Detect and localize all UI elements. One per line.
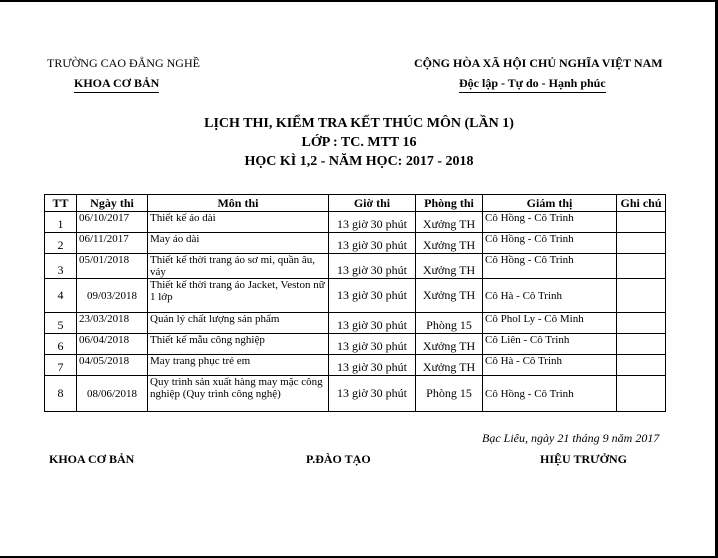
exam-room: Xưởng TH <box>416 212 483 233</box>
table-row <box>45 212 666 233</box>
signature-training-office: P.ĐÀO TẠO <box>306 452 371 466</box>
row-number: 2 <box>45 233 77 254</box>
exam-proctor: Cô Hồng - Cô Trinh <box>483 376 617 412</box>
class-label: LỚP : TC. MTT 16 <box>301 135 417 150</box>
exam-date: 04/05/2018 <box>77 355 148 376</box>
column-header: Ngày thi <box>77 195 148 212</box>
exam-note <box>617 355 666 376</box>
table-header-row <box>45 195 666 212</box>
column-header: TT <box>45 195 77 212</box>
exam-room: Xưởng TH <box>416 254 483 279</box>
exam-proctor: Cô Hồng - Cô Trinh <box>483 233 617 254</box>
exam-proctor: Cô Hồng - Cô Trinh <box>483 254 617 279</box>
page-top-border <box>0 0 718 2</box>
exam-room: Phòng 15 <box>416 376 483 412</box>
exam-room: Xưởng TH <box>416 355 483 376</box>
column-header: Giám thị <box>483 195 617 212</box>
exam-subject: May trang phục trẻ em <box>148 355 329 376</box>
exam-date: 05/01/2018 <box>77 254 148 279</box>
exam-subject: Thiết kế mẫu công nghiệp <box>148 334 329 355</box>
table-row <box>45 254 666 279</box>
table-row <box>45 313 666 334</box>
table-row <box>45 355 666 376</box>
row-number: 3 <box>45 254 77 279</box>
exam-room: Xưởng TH <box>416 279 483 313</box>
nation-name: CỘNG HÒA XÃ HỘI CHỦ NGHĨA VIỆT NAM <box>414 56 663 70</box>
exam-note <box>617 212 666 233</box>
exam-subject: Thiết kế thời trang áo Jacket, Veston nữ 1 lớp <box>148 279 329 313</box>
exam-room: Xưởng TH <box>416 334 483 355</box>
exam-time: 13 giờ 30 phút <box>329 254 416 279</box>
row-number: 4 <box>45 279 77 313</box>
exam-time: 13 giờ 30 phút <box>329 355 416 376</box>
exam-subject: Thiết kế áo dài <box>148 212 329 233</box>
exam-note <box>617 254 666 279</box>
signature-principal: HIỆU TRƯỞNG <box>540 452 628 466</box>
exam-proctor: Cô Phol Ly - Cô Minh <box>483 313 617 334</box>
exam-time: 13 giờ 30 phút <box>329 279 416 313</box>
column-header: Giờ thi <box>329 195 416 212</box>
exam-date: 06/11/2017 <box>77 233 148 254</box>
column-header: Ghi chú <box>617 195 666 212</box>
semester-label: HỌC KÌ 1,2 - NĂM HỌC: 2017 - 2018 <box>244 154 474 169</box>
exam-note <box>617 313 666 334</box>
exam-date: 09/03/2018 <box>77 279 148 313</box>
exam-subject: May áo dài <box>148 233 329 254</box>
table-row <box>45 279 666 313</box>
school-name: TRƯỜNG CAO ĐẲNG NGHỀ <box>47 56 200 70</box>
national-motto: Độc lập - Tự do - Hạnh phúc <box>459 76 606 93</box>
exam-note <box>617 279 666 313</box>
exam-time: 13 giờ 30 phút <box>329 376 416 412</box>
department-name: KHOA CƠ BẢN <box>74 76 159 93</box>
row-number: 7 <box>45 355 77 376</box>
exam-note <box>617 334 666 355</box>
signing-date: Bạc Liêu, ngày 21 tháng 9 năm 2017 <box>482 431 660 445</box>
exam-proctor: Cô Hà - Cô Trinh <box>483 355 617 376</box>
table-row <box>45 376 666 412</box>
column-header: Phòng thi <box>416 195 483 212</box>
exam-date: 06/04/2018 <box>77 334 148 355</box>
row-number: 1 <box>45 212 77 233</box>
exam-proctor: Cô Hà - Cô Trinh <box>483 279 617 313</box>
exam-note <box>617 233 666 254</box>
exam-subject: Thiết kế thời trang áo sơ mi, quần âu, váy <box>148 254 329 279</box>
exam-subject: Quy trình sản xuất hàng may mặc công nghiệp (Quy trình công nghệ) <box>148 376 329 412</box>
row-number: 6 <box>45 334 77 355</box>
exam-subject: Quản lý chất lượng sản phẩm <box>148 313 329 334</box>
exam-schedule-table <box>44 194 666 412</box>
exam-proctor: Cô Liên - Cô Trinh <box>483 334 617 355</box>
exam-proctor: Cô Hồng - Cô Trinh <box>483 212 617 233</box>
row-number: 5 <box>45 313 77 334</box>
exam-time: 13 giờ 30 phút <box>329 313 416 334</box>
exam-time: 13 giờ 30 phút <box>329 212 416 233</box>
exam-room: Phòng 15 <box>416 313 483 334</box>
document-title: LỊCH THI, KIỂM TRA KẾT THÚC MÔN (LẦN 1) <box>204 116 514 131</box>
exam-time: 13 giờ 30 phút <box>329 233 416 254</box>
exam-time: 13 giờ 30 phút <box>329 334 416 355</box>
table-row <box>45 334 666 355</box>
exam-date: 23/03/2018 <box>77 313 148 334</box>
exam-date: 06/10/2017 <box>77 212 148 233</box>
exam-note <box>617 376 666 412</box>
table-row <box>45 233 666 254</box>
exam-date: 08/06/2018 <box>77 376 148 412</box>
column-header: Môn thi <box>148 195 329 212</box>
signature-department: KHOA CƠ BẢN <box>49 452 135 466</box>
row-number: 8 <box>45 376 77 412</box>
exam-room: Xưởng TH <box>416 233 483 254</box>
